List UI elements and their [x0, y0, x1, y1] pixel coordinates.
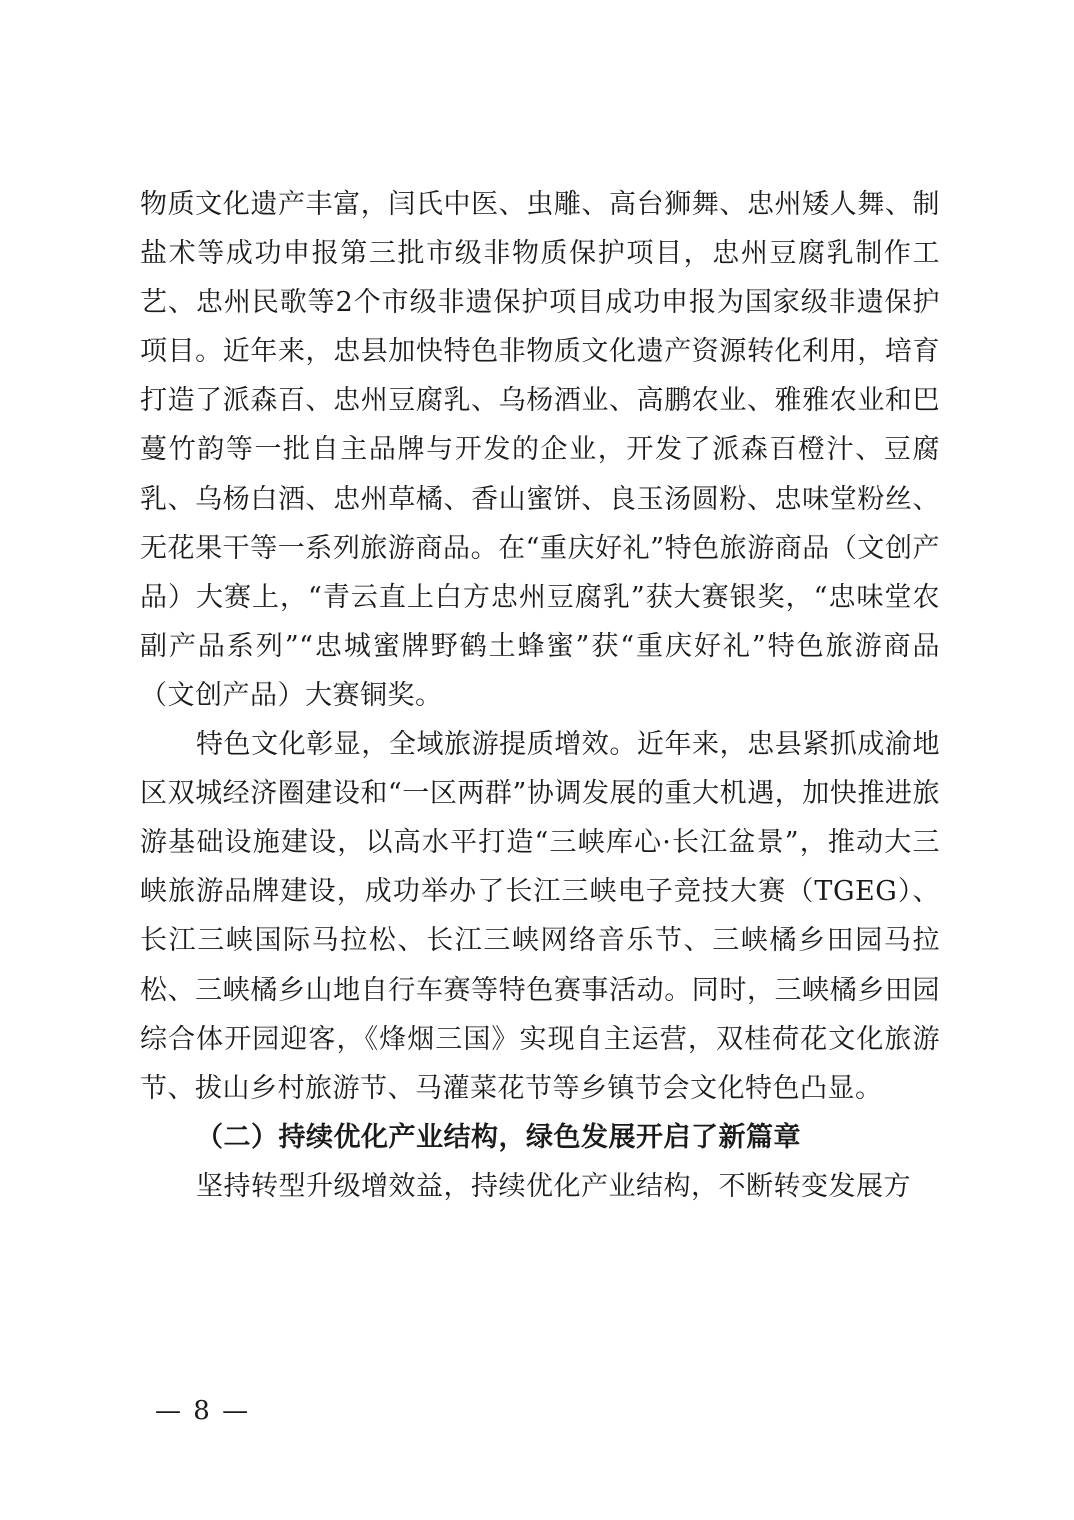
section-heading: （二）持续优化产业结构，绿色发展开启了新篇章: [196, 1121, 801, 1153]
paragraph-industry-structure: 坚持转型升级增效益，持续优化产业结构，不断转变发展方: [196, 1170, 911, 1202]
body-text: [140, 180, 940, 1211]
page-number: — 8 —: [155, 1396, 251, 1426]
paragraph-intangible-heritage: 物质文化遗产丰富，闫氏中医、虫雕、高台狮舞、忠州矮人舞、制盐术等成功申报第三批市级非物质保护项目，忠州豆腐乳制作工艺、忠州民歌等2个市级非遗保护项目成功申报为国家级非遗保护项目。近年来，忠县加快特色非物质文化遗产资源转化利用，培育打造了派森百、忠州豆腐乳、乌杨酒业、高鹏农业、雅雅农业和巴蔓竹韵等一批自主品牌与开发的企业，开发了派森百橙汁、豆腐乳、乌杨白酒、忠州草橘、香山蜜饼、良玉汤圆粉、忠味堂粉丝、无花果干等一系列旅游商品。在“重庆好礼”特色旅游商品（文创产品）大赛上，“青云直上白方忠州豆腐乳”获大赛银奖，“忠味堂农副产品系列”“忠城蜜牌野鹤土蜂蜜”获“重庆好礼”特色旅游商品（文创产品）大赛铜奖。: [140, 189, 940, 711]
paragraph-tourism: 特色文化彰显，全域旅游提质增效。近年来，忠县紧抓成渝地区双城经济圈建设和“一区两群”协调发展的重大机遇，加快推进旅游基础设施建设，以高水平打造“三峡库心·长江盆景”，推动大三峡旅游品牌建设，成功举办了长江三峡电子竞技大赛（TGEG）、长江三峡国际马拉松、长江三峡网络音乐节、三峡橘乡田园马拉松、三峡橘乡山地自行车赛等特色赛事活动。同时，三峡橘乡田园综合体开园迎客，《烽烟三国》实现自主运营，双桂荷花文化旅游节、拔山乡村旅游节、马灌菜花节等乡镇节会文化特色凸显。: [140, 729, 940, 1104]
